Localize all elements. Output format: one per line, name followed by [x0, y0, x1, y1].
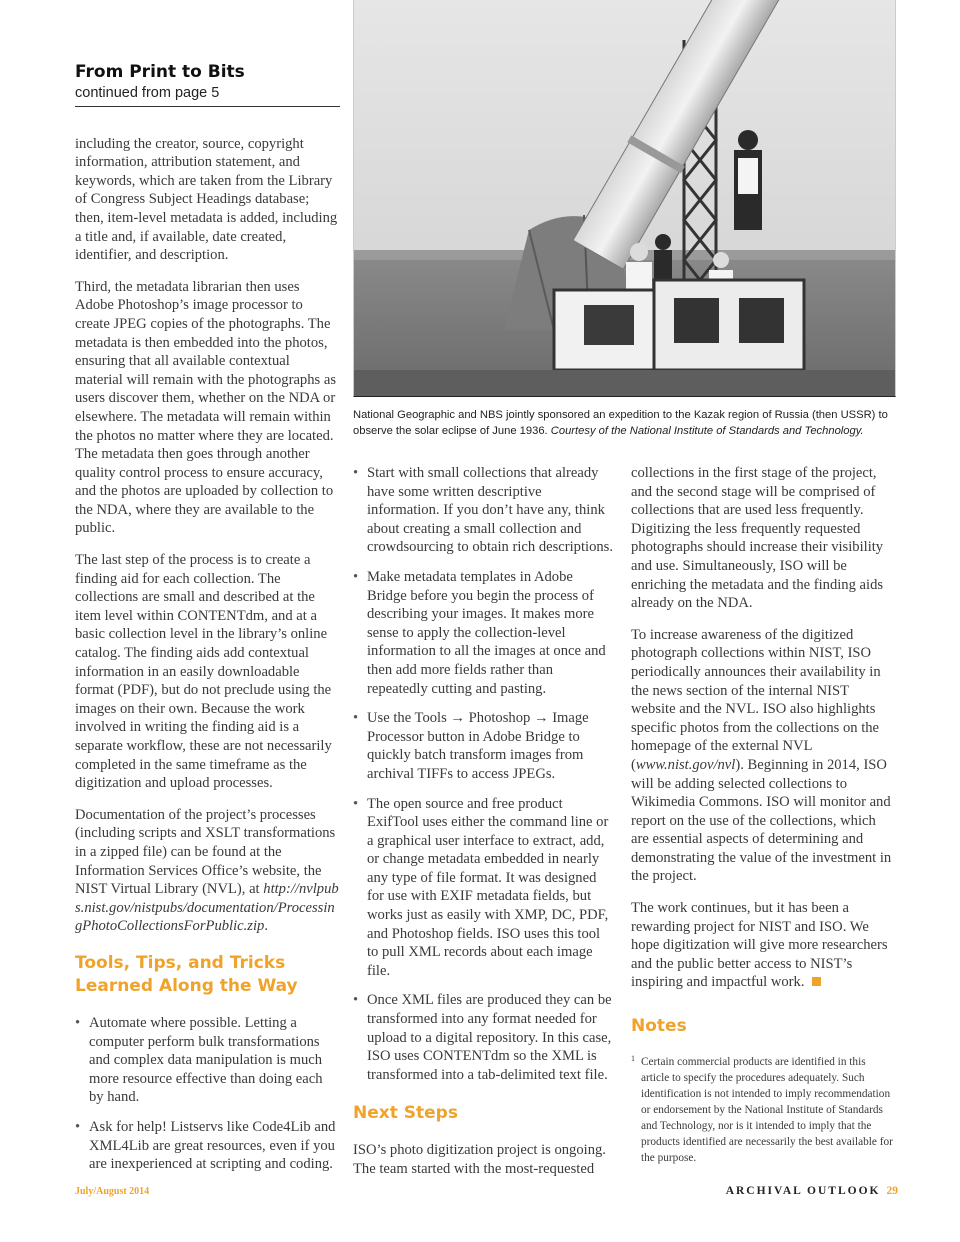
list-item: • Make metadata templates in Adobe Bridge before you begin the process of describing your images. It makes more sense to apply the collection-level information to all the images at once and then add more fields rather than repeatedly cutting and pasting. — [353, 568, 615, 698]
paragraph: The last step of the process is to create a finding aid for each collection. The collections are small and described at the item level within CONTENTdm, and at a basic collection level in the library’s online catalog. The finding aids add contextual information in an easily downloadable format (PDF), but do not preclude using the images on their own. Because the work involved in writing the finding aid is a separate workflow, these are not necessarily completed in the same timeframe as the digitization and upload processes. — [75, 552, 332, 792]
list-item: • Use the Tools → Photoshop → Image Processor button in Adobe Bridge to quickly batch transform images from archival TIFFs to access JPEGs. — [353, 709, 615, 783]
doc-text: Documentation of the project’s processes (including scripts and XSLT transformations in a zipped file) can be found at the Information Services Office’s website, the NIST Virtual Library (NVL), at — [75, 806, 336, 898]
awareness-text: To increase awareness of the digitized photograph collections within NIST, ISO periodically announces their availability in the news section of the internal NIST website and the NVL. ISO also highlights specific photos from the collections on the homepage of the external NVL ( — [631, 626, 881, 773]
closing-text: The work continues, but it has been a rewarding project for NIST and ISO. We hope digitization will give more researchers and the public better access to NIST’s inspiring and impactful work. — [631, 900, 888, 991]
right-column — [631, 464, 893, 1166]
closing-paragraph — [631, 899, 893, 992]
photo-credit: Courtesy of the National Institute of Standards and Technology. — [550, 425, 864, 437]
list-item: • Automate where possible. Letting a computer perform bulk transformations and complex data manipulation is much more resource effective than doing each by hand. — [75, 1014, 340, 1107]
awareness-paragraph — [631, 626, 893, 886]
footnote-text: Certain commercial products are identified in this article to specify the procedures adequately. Such identification is not intended to imply recommendation or endorsement by the National Institute of Standards and Technology, nor is it intended to imply that the products identified are necessarily the best available for the purpose. — [641, 1055, 893, 1164]
notes-heading: Notes — [631, 1016, 687, 1037]
list-item: • Start with small collections that already have some written descriptive information. If you don’t have any, think about creating a small collection and crowdsourcing to obtain rich descriptions. — [353, 464, 615, 557]
caption-text: National Geographic and NBS jointly sponsored an expedition to the Kazak region of Russia (then USSR) to observe the solar eclipse of June 1936. — [353, 409, 888, 437]
list-item: • Once XML files are produced they can be transformed into any format needed for upload to a digital repository. In this case, ISO uses CONTENTdm so the XML is transformed into a tab-delimited text file. — [353, 991, 615, 1084]
documentation-link[interactable]: http://nvlpubs.nist.gov/nistpubs/documentation/ProcessingPhotoCollectionsForPublic.zip — [75, 881, 339, 935]
tips-list-left — [75, 1014, 340, 1174]
tips-list-mid — [353, 464, 615, 1084]
footnote-number: 1 — [631, 1053, 635, 1063]
paragraph: Third, the metadata librarian then uses Adobe Photoshop’s image processor to create JPEG copies of the photographs. The metadata is then embedded into the photos, ensuring that all available contextual material will remain with the photographs as users discover them, whether on the NDA or elsewhere. The metadata will remain within the photos no matter where they are located. The metadata then goes through another quality control process to ensure accuracy, and the photos are uploaded by collection to the NDA, where they are available to the public. — [75, 278, 336, 537]
eclipse-expedition-photo — [353, 0, 896, 397]
next-steps-heading: Next Steps — [353, 1103, 458, 1124]
end-of-article-mark — [812, 977, 821, 986]
left-column — [75, 62, 340, 1185]
paragraph: collections in the first stage of the project, and the second stage will be comprised of collections that are used less frequently. Digitizing the less frequently requested photographs should increase their visibility and use. Simultaneously, ISO will be enriching the metadata and the finding aids already on the NDA. — [631, 465, 884, 612]
nvl-link[interactable]: www.nist.gov/nvl — [635, 756, 736, 773]
page-number: 29 — [886, 1185, 898, 1197]
photo-illustration — [354, 0, 895, 396]
doc-end: . — [264, 918, 268, 935]
list-item: • The open source and free product ExifTool uses either the command line or a graphical user interface to extract, add, or change metadata embedded in nearly any type of file format. It was designed for use with EXIF metadata fields, but works just as easily with XMP, DC, PDF, and Photoshop fields. ISO uses this tool to pull XML records about each image file. — [353, 795, 615, 981]
photo-caption — [353, 407, 898, 439]
continued-from-label: continued from page 5 — [75, 85, 220, 101]
list-item: • Ask for help! Listservs like Code4Lib and XML4Lib are great resources, even if you are inexperienced at scripting and coding. — [75, 1118, 340, 1174]
section-title: From Print to Bits — [75, 62, 245, 82]
paragraph: including the creator, source, copyright information, attribution statement, and keywords, which are taken from the Library of Congress Subject Headings database; then, item-level metadata is added, including a title and, if available, date created, identifier, and description. — [75, 135, 338, 264]
section-divider — [75, 106, 340, 107]
awareness-text-end: ). Beginning in 2014, ISO will be adding selected collections to Wikimedia Commons. ISO will monitor and report on the use of the collections, which are essential aspects of determining and demonstrating the value of the investment in the project. — [631, 756, 892, 885]
publication-footer — [726, 1185, 898, 1197]
documentation-paragraph — [75, 806, 340, 936]
publication-name: ARCHIVAL OUTLOOK — [725, 1185, 881, 1197]
tools-heading: Tools, Tips, and Tricks Learned Along the Way — [75, 952, 298, 996]
middle-column — [353, 464, 615, 1192]
paragraph: ISO’s photo digitization project is ongoing. The team started with the most-requested — [353, 1142, 606, 1177]
footnote — [631, 1054, 893, 1166]
issue-date: July/August 2014 — [75, 1186, 150, 1197]
